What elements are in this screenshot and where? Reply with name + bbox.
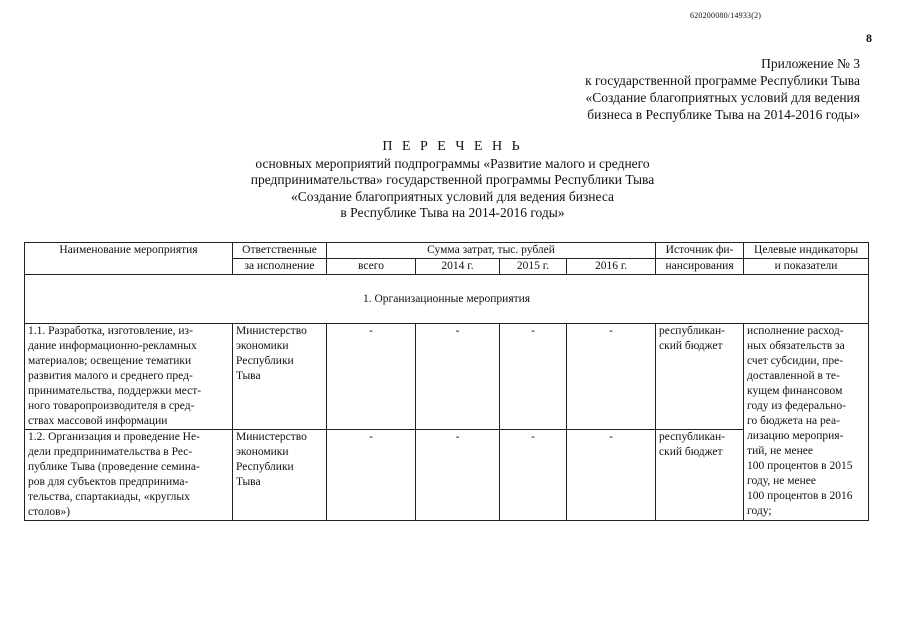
row-2016: -: [567, 430, 656, 521]
header-indicators-1: Целевые индикаторы: [744, 243, 869, 259]
title-line-3: «Создание благоприятных условий для ведения бизнеса: [291, 188, 614, 204]
title-heading: П Е Р Е Ч Е Н Ь: [382, 139, 523, 154]
row-indicators: исполнение расход- ных обязательств за счет субсидии, пре- доставленной в те- кущем финансовом году из федерально- го бюджета на реа- лизацию мероприя- тий, не менее 100 процентов в 2015 году, не менее 100 процентов в 2016 году;: [744, 324, 869, 521]
appendix-line-4: бизнеса в Республике Тыва на 2014-2016 годы»: [587, 107, 860, 122]
appendix-header: [585, 55, 860, 123]
appendix-line-1: Приложение № 3: [761, 56, 860, 71]
row-responsible: Министерство экономики Республики Тыва: [233, 324, 327, 430]
row-total: -: [327, 430, 416, 521]
header-total: всего: [327, 259, 416, 275]
section-row: [25, 275, 869, 324]
table-header-row: [25, 243, 869, 259]
appendix-line-2: к государственной программе Республики Тыва: [585, 73, 860, 88]
header-2016: 2016 г.: [567, 259, 656, 275]
header-responsible-2: за исполнение: [233, 259, 327, 275]
row-2015: -: [500, 324, 567, 430]
header-source-2: нансирования: [656, 259, 744, 275]
table-row: [25, 324, 869, 430]
document-number: 620200080/14933(2): [690, 11, 762, 20]
row-name: 1.1. Разработка, изготовление, из- дание информационно-рекламных материалов; освещение тематики развития малого и среднего пред- принимательства, поддержки мест- ного товаропроизводителя в сред- ствах массовой информации: [25, 324, 233, 430]
row-2016: -: [567, 324, 656, 430]
title-line-2: предпринимательства» государственной программы Республики Тыва: [250, 172, 655, 187]
row-source: республикан- ский бюджет: [656, 324, 744, 430]
row-responsible: Министерство экономики Республики Тыва: [233, 430, 327, 521]
row-source: республикан- ский бюджет: [656, 430, 744, 521]
header-name: Наименование мероприятия: [25, 243, 233, 275]
row-name: 1.2. Организация и проведение Не- дели предпринимательства в Рес- публике Тыва (проведение семина- ров для субъектов предпринима- тельства, спартакиады, «круглых столов»): [25, 430, 233, 521]
header-responsible-1: Ответственные: [233, 243, 327, 259]
activities-table: [24, 242, 869, 521]
header-source-1: Источник фи-: [656, 243, 744, 259]
row-2015: -: [500, 430, 567, 521]
row-2014: -: [416, 324, 500, 430]
header-2015: 2015 г.: [500, 259, 567, 275]
document-title: [0, 139, 905, 222]
section-title: 1. Организационные мероприятия: [25, 275, 869, 324]
title-line-4: в Республике Тыва на 2014-2016 годы»: [340, 205, 565, 220]
table-row: [25, 430, 869, 521]
page-number: 8: [866, 31, 872, 45]
row-2014: -: [416, 430, 500, 521]
header-costs: Сумма затрат, тыс. рублей: [327, 243, 656, 259]
header-2014: 2014 г.: [416, 259, 500, 275]
row-total: -: [327, 324, 416, 430]
title-line-1: основных мероприятий подпрограммы «Развитие малого и среднего: [255, 155, 650, 171]
header-indicators-2: и показатели: [744, 259, 869, 275]
appendix-line-3: «Создание благоприятных условий для ведения: [585, 90, 860, 105]
